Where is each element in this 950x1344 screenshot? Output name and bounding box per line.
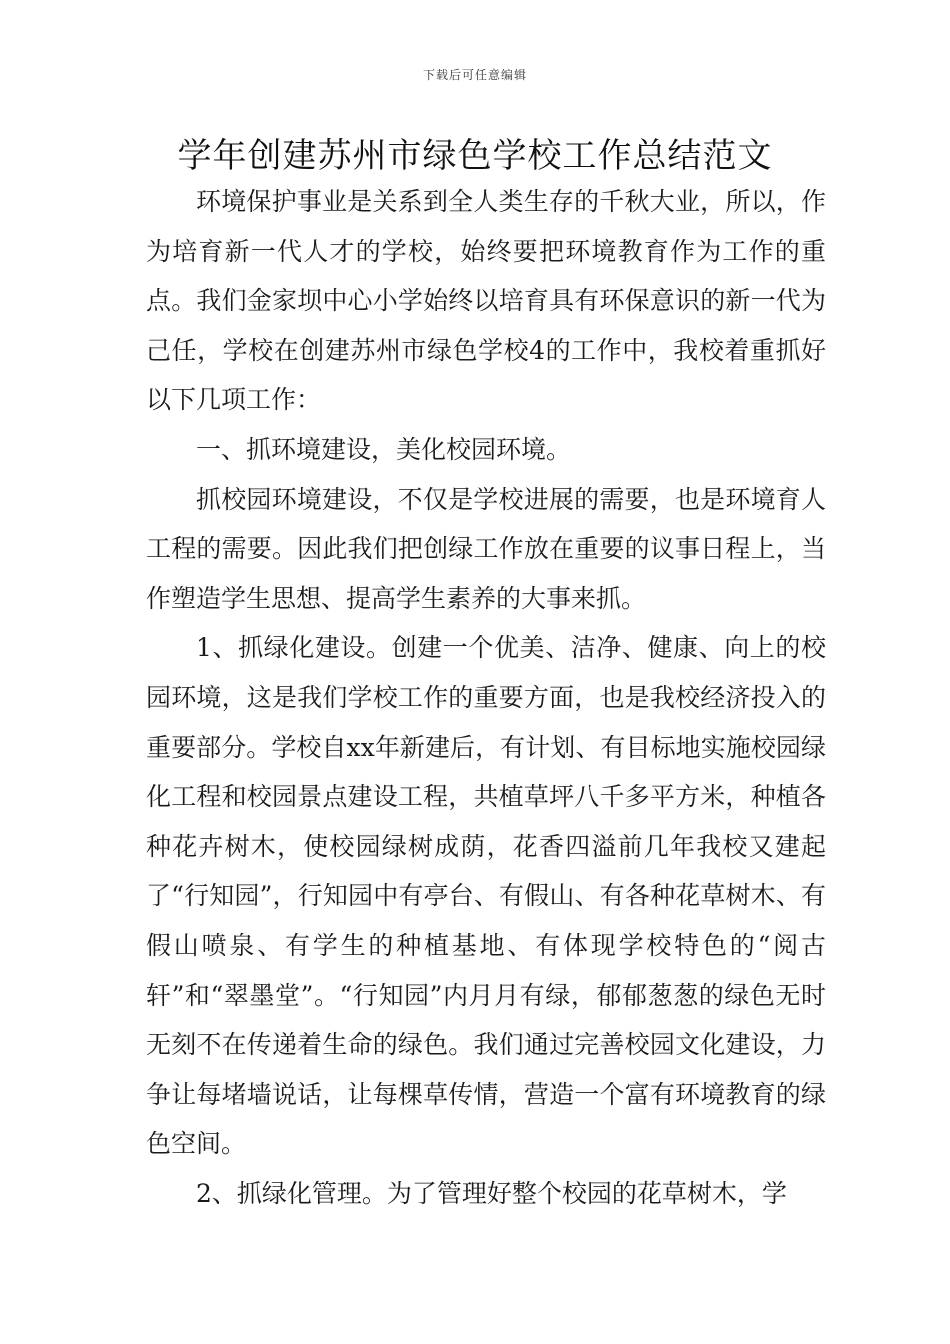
paragraph-intro: 环境保护事业是关系到全人类生存的千秋大业，所以，作为培育新一代人才的学校，始终要把环境教育作为工作的重点。我们金家坝中心小学始终以培育具有环保意识的新一代为己任，学校在创建苏州市绿色学校4的工作中，我校着重抓好以下几项工作： [146,187,826,415]
paragraph-greening-management: 2、抓绿化管理。为了管理好整个校园的花草树木，学 [196,1178,787,1208]
header-note: 下载后可任意编辑 [422,68,527,82]
paragraph-greening-construction: 1、抓绿化建设。创建一个优美、洁净、健康、向上的校园环境，这是我们学校工作的重要方面，也是我校经济投入的重要部分。学校自xx年新建后，有计划、有目标地实施校园绿化工程和校园景点建设工程，共植草坪八千多平方米，种植各种花卉树木，使校园绿树成荫，花香四溢前几年我校又建起了“行知园”，行知园中有亭台、有假山、有各种花草树木、有假山喷泉、有学生的种植基地、有体现学校特色的“阅古轩”和“翠墨堂”。“行知园”内月月有绿，郁郁葱葱的绿色无时无刻不在传递着生命的绿色。我们通过完善校园文化建设，力争让每堵墙说话，让每棵草传情，营造一个富有环境教育的绿色空间。 [146,633,826,1159]
document-title: 学年创建苏州市绿色学校工作总结范文 [177,136,773,176]
document-body [146,177,826,1218]
paragraph-section-one-heading: 一、抓环境建设，美化校园环境。 [196,434,572,464]
paragraph-environment-construction: 抓校园环境建设，不仅是学校进展的需要，也是环境育人工程的需要。因此我们把创绿工作放在重要的议事日程上，当作塑造学生思想、提高学生素养的大事来抓。 [146,484,826,613]
